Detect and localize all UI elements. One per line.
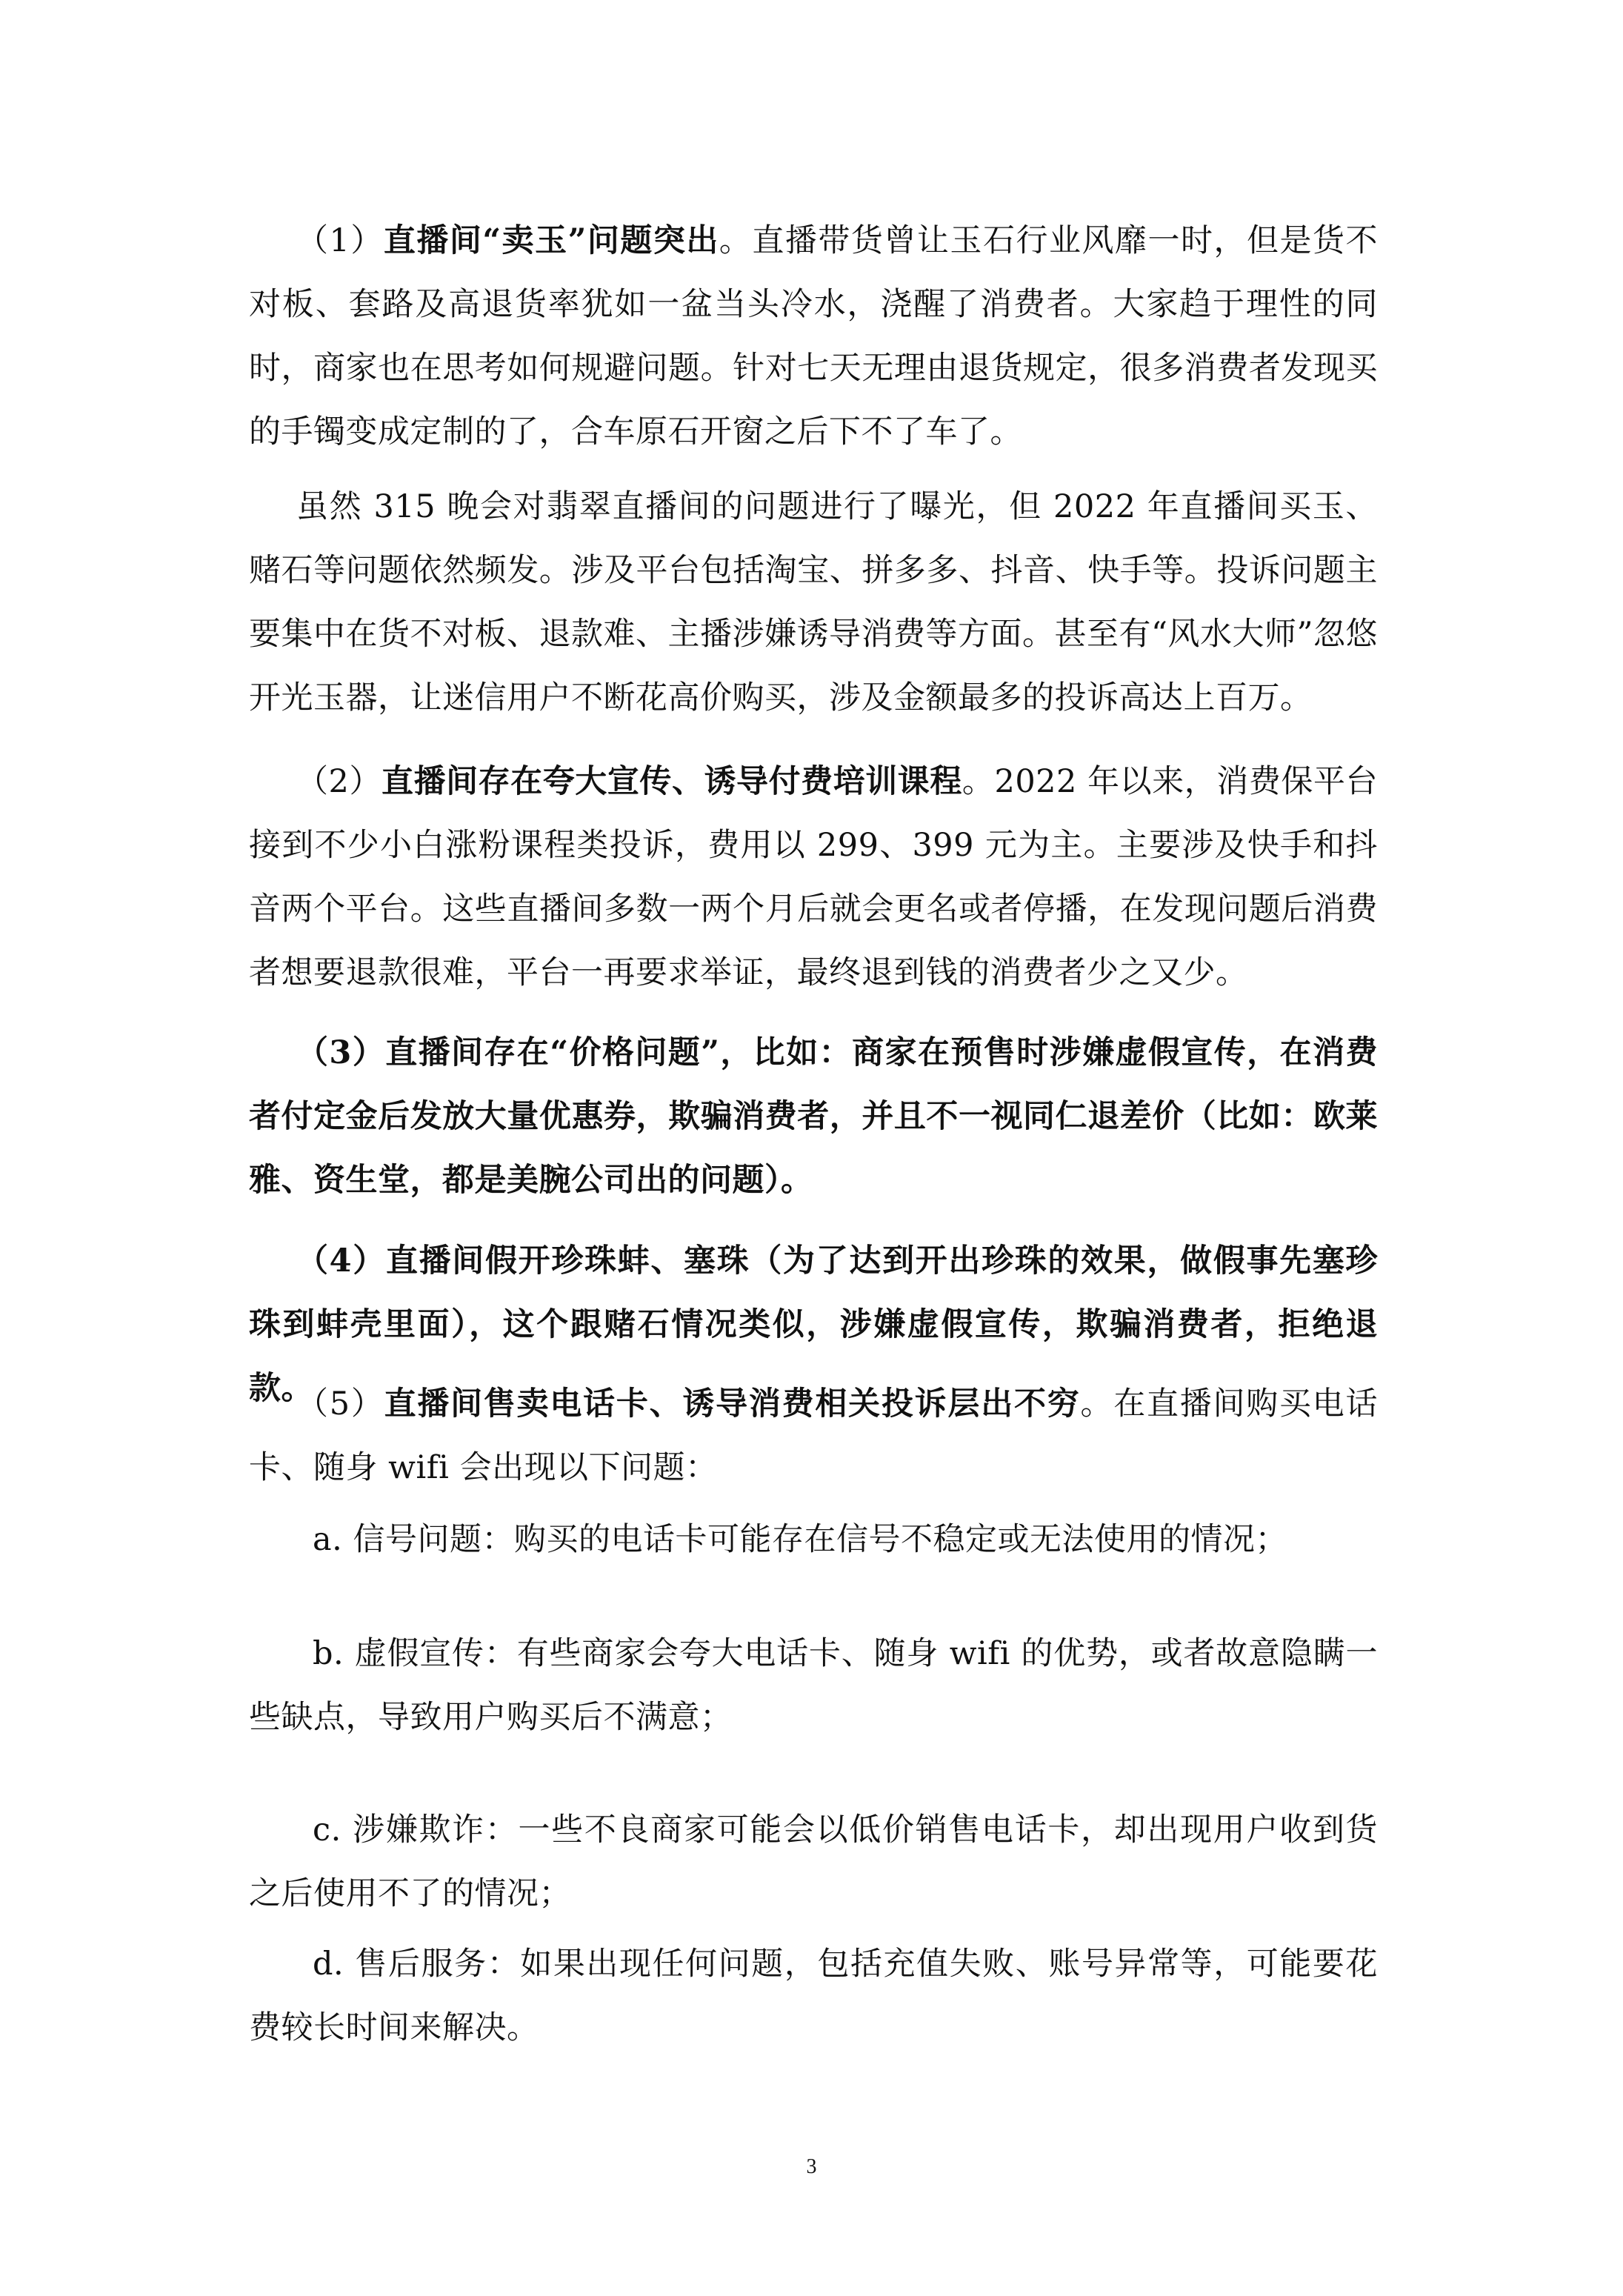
paragraph-heading: 直播间存在“价格问题”，比如：商家在预售时涉嫌虚假宣传，在消费者付定金后发放大量优惠券，欺骗消费者，并且不一视同仁退差价（比如：欧莱雅、资生堂，都是美腕公司出的问题）。 xyxy=(249,1034,1378,1199)
paragraph-body: 。直播带货曾让玉石行业风靡一时，但是货不对板、套路及高退货率犹如一盆当头冷水，浇醒了消费者。大家趋于理性的同时，商家也在思考如何规避问题。针对七天无理由退货规定，很多消费者发现买的手镯变成定制的了，合车原石开窗之后下不了车了。 xyxy=(249,222,1379,450)
paragraph-prefix: （2） xyxy=(296,763,382,800)
page-number: 3 xyxy=(806,2155,817,2178)
list-item-fraud xyxy=(249,1798,1378,1926)
paragraph-heading: 直播间“卖玉”问题突出 xyxy=(383,222,719,259)
paragraph-price-issues xyxy=(249,1021,1378,1212)
paragraph-prefix: （1） xyxy=(296,222,384,259)
paragraph-phone-cards xyxy=(249,1372,1378,1500)
paragraph-body: 。2022 年以来，消费保平台接到不少小白涨粉课程类投诉，费用以 299、399 元为主。主要涉及快手和抖音两个平台。这些直播间多数一两个月后就会更名或者停播，在发现问题后消费者想要退款很难，平台一再要求举证，最终退到钱的消费者少之又少。 xyxy=(249,763,1379,991)
paragraph-heading: 直播间假开珍珠蚌、塞珠（为了达到开出珍珠的效果，做假事先塞珍珠到蚌壳里面），这个跟赌石情况类似，涉嫌虚假宣传，欺骗消费者，拒绝退款。 xyxy=(249,1242,1379,1407)
paragraph-heading: 直播间售卖电话卡、诱导消费相关投诉层出不穷 xyxy=(384,1385,1081,1422)
paragraph-prefix: （3） xyxy=(296,1034,386,1071)
paragraph-prefix: （4） xyxy=(296,1242,386,1280)
paragraph-body: 。在直播间购买电话卡、随身 wifi 会出现以下问题： xyxy=(249,1385,1379,1486)
paragraph-body: 虽然 315 晚会对翡翠直播间的问题进行了曝光，但 2022 年直播间买玉、赌石等问题依然频发。涉及平台包括淘宝、拼多多、抖音、快手等。投诉问题主要集中在货不对板、退款难、主播涉嫌诱导消费等方面。甚至有“风水大师”忽悠开光玉器，让迷信用户不断花高价购买，涉及金额最多的投诉高达上百万。 xyxy=(249,488,1378,716)
paragraph-jade-livestream xyxy=(249,209,1378,464)
list-item-after-sales xyxy=(249,1932,1378,2060)
list-item-signal xyxy=(249,1508,1378,1571)
paragraph-prefix: （5） xyxy=(296,1385,384,1422)
list-item-text: a. 信号问题：购买的电话卡可能存在信号不稳定或无法使用的情况； xyxy=(313,1521,1287,1558)
list-item-false-advertising xyxy=(249,1622,1378,1749)
paragraph-heading: 直播间存在夸大宣传、诱导付费培训课程 xyxy=(381,763,962,800)
list-item-text: c. 涉嫌欺诈：一些不良商家可能会以低价销售电话卡，却出现用户收到货之后使用不了的情况； xyxy=(249,1811,1378,1912)
paragraph-315-exposure xyxy=(249,475,1378,730)
paragraph-training-courses xyxy=(249,750,1378,1005)
list-item-text: d. 售后服务：如果出现任何问题，包括充值失败、账号异常等，可能要花费较长时间来解决。 xyxy=(249,1946,1378,2046)
list-item-text: b. 虚假宣传：有些商家会夸大电话卡、随身 wifi 的优势，或者故意隐瞒一些缺点，导致用户购买后不满意； xyxy=(249,1635,1378,1736)
